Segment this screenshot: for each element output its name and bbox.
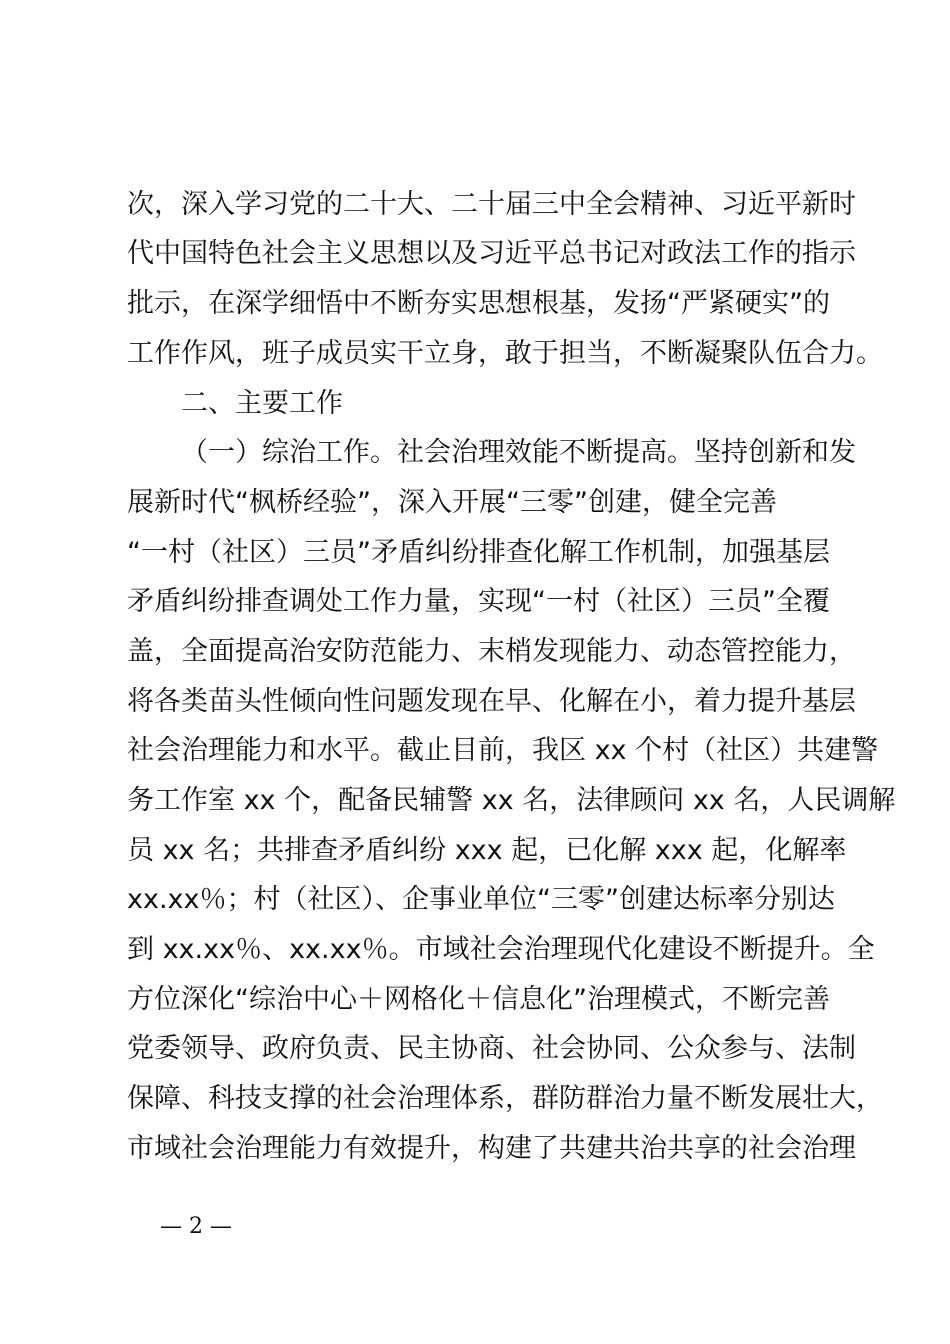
text-line-12: 社会治理能力和水平。截止目前，我区 xx 个村（社区）共建警 bbox=[127, 735, 879, 766]
text-line-8: “一村（社区）三员”矛盾纠纷排查化解工作机制，加强基层 bbox=[127, 537, 830, 568]
section-heading: 二、主要工作 bbox=[181, 388, 343, 419]
text-line-11: 将各类苗头性倾向性问题发现在早、化解在小，着力提升基层 bbox=[127, 686, 856, 717]
text-line-6: （一）综治工作。社会治理效能不断提高。坚持创新和发 bbox=[181, 437, 856, 468]
text-line-13: 务工作室 xx 个，配备民辅警 xx 名，法律顾问 xx 名，人民调解 bbox=[127, 785, 896, 816]
text-line-20: 市域社会治理能力有效提升，构建了共建共治共享的社会治理 bbox=[127, 1133, 856, 1164]
text-line-10: 盖，全面提高治安防范能力、末梢发现能力、动态管控能力， bbox=[127, 636, 856, 667]
text-line-14: 员 xx 名；共排查矛盾纠纷 xxx 起，已化解 xxx 起，化解率 bbox=[127, 835, 847, 866]
text-line-15: xx.xx％；村（社区）、企事业单位“三零”创建达标率分别达 bbox=[127, 884, 835, 915]
text-line-3: 批示，在深学细悟中不断夯实思想根基，发扬“严紧硬实”的 bbox=[127, 288, 830, 319]
text-line-7: 展新时代“枫桥经验”，深入开展“三零”创建，健全完善 bbox=[127, 487, 777, 518]
text-line-16: 到 xx.xx％、xx.xx％。市域社会治理现代化建设不断提升。全 bbox=[127, 934, 875, 965]
text-line-17: 方位深化“综治中心＋网格化＋信息化”治理模式，不断完善 bbox=[127, 984, 830, 1015]
text-line-18: 党委领导、政府负责、民主协商、社会协同、公众参与、法制 bbox=[127, 1033, 856, 1064]
text-line-2: 代中国特色社会主义思想以及习近平总书记对政法工作的指示 bbox=[127, 238, 856, 269]
text-line-19: 保障、科技支撑的社会治理体系，群防群治力量不断发展壮大， bbox=[127, 1083, 883, 1114]
text-line-4: 工作作风，班子成员实干立身，敢于担当，不断凝聚队伍合力。 bbox=[127, 338, 883, 369]
text-line-1: 次，深入学习党的二十大、二十届三中全会精神、习近平新时 bbox=[127, 189, 856, 220]
text-line-9: 矛盾纠纷排查调处工作力量，实现“一村（社区）三员”全覆 bbox=[127, 586, 830, 617]
page-number: — 2 — bbox=[160, 1214, 232, 1239]
